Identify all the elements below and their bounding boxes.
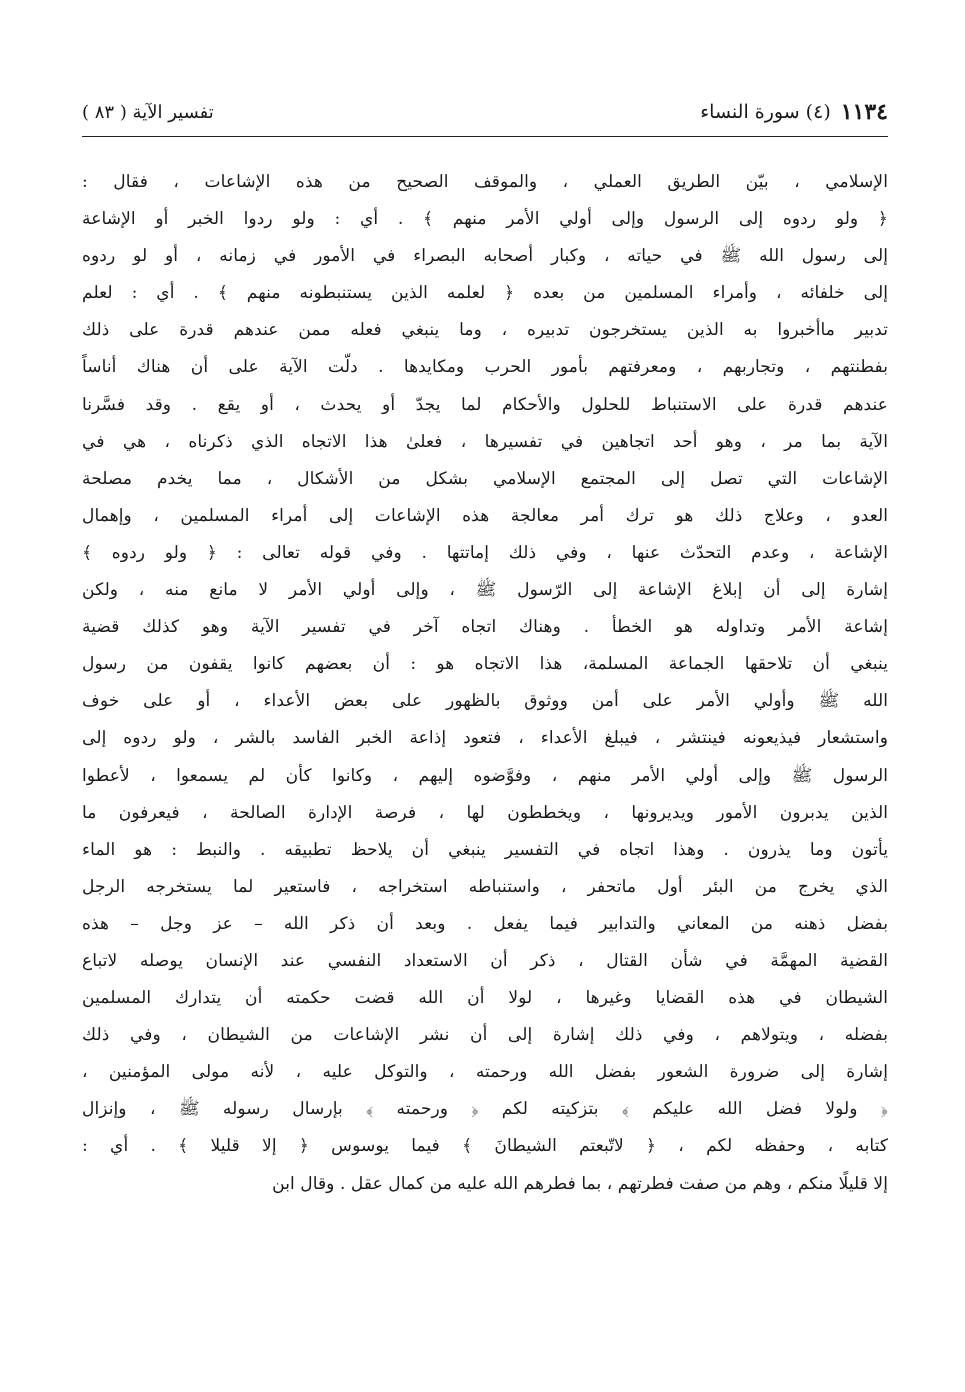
text-line: عندهم قدرة على الاستنباط للحلول والأحكام لما يجدّ أو يحدث ، أو يقع . وقد فسَّرنا	[82, 394, 888, 415]
page-header	[82, 92, 888, 132]
text-line: الله ﷺ وأولي الأمر على أمن ووثوق بالظهور على بعض الأعداء ، أو على خوف	[82, 691, 888, 712]
text-line: القضية المهمَّة في شأن القتال ، ذكر أن الاستعداد النفسي عند الإنسان يوصله لاتباع	[82, 950, 888, 971]
header-right	[700, 99, 888, 125]
text-line: الإشاعة ، وعدم التحدّث عنها ، وفي ذلك إماتتها . وفي قوله تعالى : ﴿ ولو ردوه ﴾	[82, 542, 888, 563]
section-title: تفسير الآية ( ٨٣ )	[82, 101, 214, 123]
text-line: إلى رسول الله ﷺ في حياته ، وكبار أصحابه البصراء في الأمور في زمانه ، أو لو ردوه	[82, 246, 888, 267]
text-line: الشيطان في هذه القضايا وغيرها ، لولا أن الله قضت حكمته أن يتدارك المسلمين	[82, 988, 888, 1009]
text-line: إشاعة الأمر وتداوله هو الخطأ . وهناك اتجاه آخر في تفسير الآية وهو كذلك قضية	[82, 617, 888, 638]
text-line: تدبير ماأخبروا به الذين يستخرجون تدبيره ، وما ينبغي فعله ممن عندهم قدرة على ذلك	[82, 320, 888, 341]
text-line: الإشاعات التي تصل إلى المجتمع الإسلامي بشكل من الأشكال ، مما يخدم مصلحة	[82, 468, 888, 489]
text-line: واستشعار فيذيعونه فينتشر ، فيبلغ الأعداء ، فتعود إذاعة الخبر الفاسد بالشر ، ولو ردوه إلى	[82, 728, 888, 749]
surah-name: (٤) سورة النساء	[700, 101, 831, 123]
text-line: الذين يدبرون الأمور ويديرونها ، ويخططون لها ، فرصة الإدارة الصالحة ، فيعرفون ما	[82, 802, 888, 823]
body-text	[82, 164, 888, 1294]
text-line: ﴿ ولولا فضل الله عليكم ﴾ بتزكيته لكم ﴿ ورحمته ﴾ بإرسال رسوله ﷺ ، وإنزال	[82, 1099, 888, 1120]
text-line: إلى خلفائه ، وأمراء المسلمين من بعده ﴿ لعلمه الذين يستنبطونه منهم ﴾ . أي : لعلم	[82, 283, 888, 304]
text-line: ينبغي أن تلاحقها الجماعة المسلمة، هذا الاتجاه هو : أن بعضهم كانوا يقفون من رسول	[82, 654, 888, 675]
text-line: الآية بما مر ، وهو أحد اتجاهين في تفسيرها ، فعلىٰ هذا الاتجاه الذي ذكرناه ، هي في	[82, 431, 888, 452]
text-line: الذي يخرج من البئر أول ماتحفر ، واستنباطه استخراجه ، فاستعير لما يستخرجه الرجل	[82, 876, 888, 897]
text-line: إشارة إلى أن إبلاغ الإشاعة إلى الرّسول ﷺ ، وإلى أولي الأمر لا مانع منه ، ولكن	[82, 580, 888, 601]
text-line: ﴿ ولو ردوه إلى الرسول وإلى أولي الأمر منهم ﴾ . أي : ولو ردوا الخبر أو الإشاعة	[82, 209, 888, 230]
text-line: إلا قليلًا منكم ، وهم من صفت فطرتهم ، بما فطرهم الله عليه من كمال عقل . وقال ابن	[272, 1173, 888, 1194]
text-line: بفضله ، ويتولاهم ، وفي ذلك إشارة إلى أن نشر الإشاعات من الشيطان ، وفي ذلك	[82, 1025, 888, 1046]
text-line: الرسول ﷺ وإلى أولي الأمر منهم ، وفوَّضوه إليهم ، وكانوا كأن لم يسمعوا ، لأعطوا	[82, 765, 888, 786]
text-line: بفطنتهم ، وتجاربهم ، ومعرفتهم بأمور الحرب ومكايدها . دلّت الآية على أن هناك أناساً	[82, 357, 888, 378]
text-line: كتابه ، وحفظه لكم ، ﴿ لاتّبعتم الشيطانَ ﴾ فيما يوسوس ﴿ إلا قليلا ﴾ . أي :	[82, 1136, 888, 1157]
text-line: الإسلامي ، بيّن الطريق العملي ، والموقف الصحيح من هذه الإشاعات ، فقال :	[82, 172, 888, 192]
text-line: بفضل ذهنه من المعاني والتدابير فيما يفعل . وبعد أن ذكر الله – عز وجل – هذه	[82, 913, 888, 934]
text-line: العدو ، وعلاج ذلك هو ترك أمر معالجة هذه الإشاعات إلى أمراء المسلمين ، وإهمال	[82, 505, 888, 526]
page-number: ١١٣٤	[840, 99, 888, 125]
header-divider	[82, 136, 888, 137]
text-line: إشارة إلى ضرورة الشعور بفضل الله ورحمته ، والتوكل عليه ، لأنه مولى المؤمنين ،	[82, 1062, 888, 1083]
text-line: يأتون وما يذرون . وهذا اتجاه في التفسير ينبغي أن يلاحظ تطبيقه . والنبط : هو الماء	[82, 839, 888, 860]
